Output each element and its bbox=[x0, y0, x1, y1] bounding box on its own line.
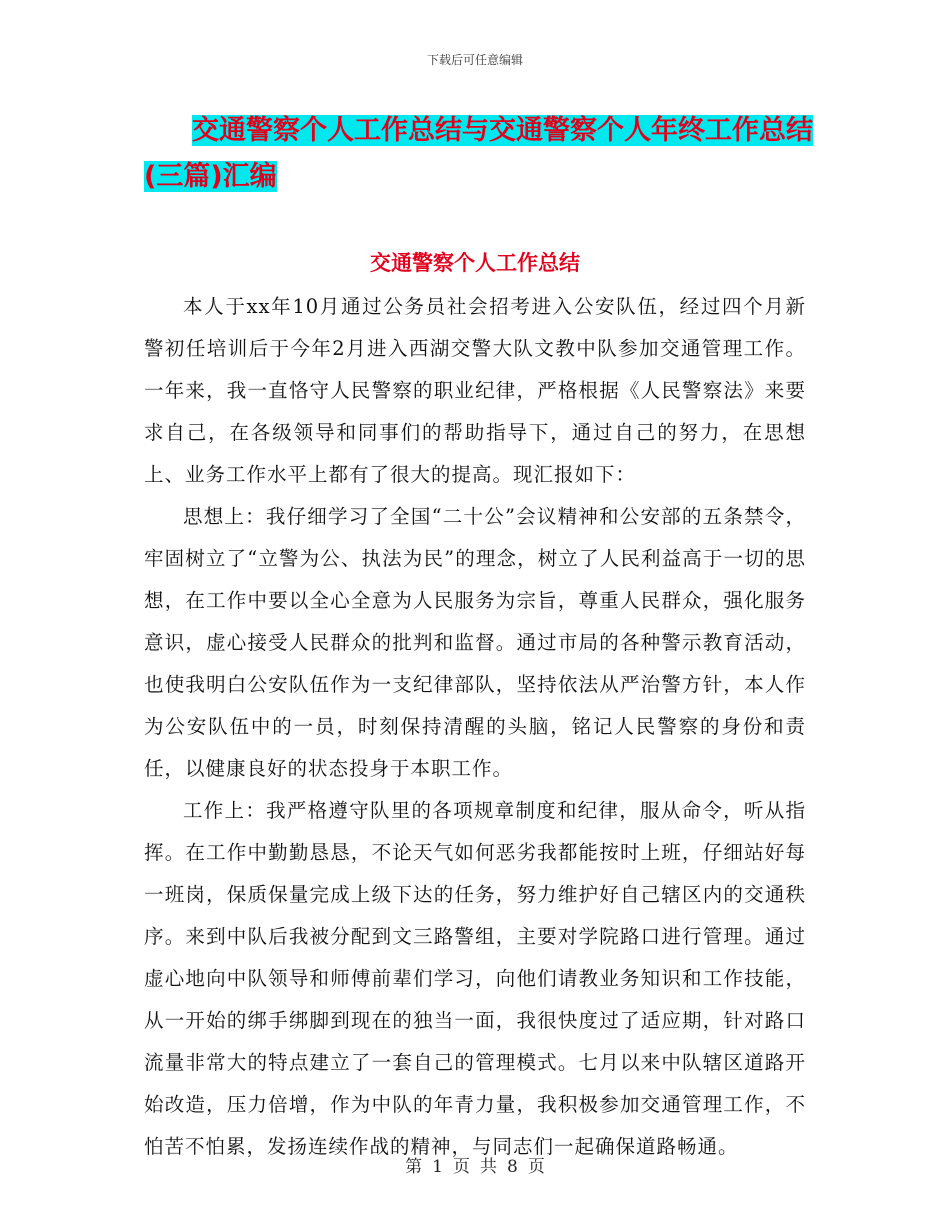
paragraph-work: 工作上：我严格遵守队里的各项规章制度和纪律，服从命令，听从指挥。在工作中勤勤恳恳，不论天气如何恶劣我都能按时上班，仔细站好每一班岗，保质保量完成上级下达的任务，努力维护好自己辖区内的交通秩序。来到中队后我被分配到文三路警组，主要对学院路口进行管理。通过虚心地向中队领导和师傅前辈们学习，向他们请教业务知识和工作技能，从一开始的绑手绑脚到现在的独当一面，我很快度过了适应期，针对路口流量非常大的特点建立了一套自己的管理模式。七月以来中队辖区道路开始改造，压力倍增，作为中队的年青力量，我积极参加交通管理工作，不怕苦不怕累，发扬连续作战的精神，与同志们一起确保道路畅通。 bbox=[144, 799, 806, 1158]
header-note: 下载后可任意编辑 bbox=[426, 53, 523, 67]
title-line-2-wrapper bbox=[144, 154, 834, 200]
footer-page-number: 1 bbox=[432, 1157, 443, 1177]
title-line-2: (三篇)汇编 bbox=[144, 161, 277, 192]
footer-total-label: 页 bbox=[527, 1157, 545, 1177]
footer-total-prefix: 共 bbox=[480, 1157, 497, 1177]
footer-page-label: 页 bbox=[453, 1157, 470, 1177]
title-line-1: 交通警察个人工作总结与交通警察个人年终工作总结 bbox=[192, 115, 813, 146]
body-text bbox=[144, 286, 806, 1168]
paragraph-intro: 本人于xx年10月通过公务员社会招考进入公安队伍，经过四个月新警初任培训后于今年2月进入西湖交警大队文教中队参加交通管理工作。一年来，我一直恪守人民警察的职业纪律，严格根据《人民警察法》来要求自己，在各级领导和同事们的帮助指导下，通过自己的努力，在思想上、业务工作水平上都有了很大的提高。现汇报如下： bbox=[144, 295, 806, 486]
footer-total-pages: 8 bbox=[507, 1157, 518, 1177]
paragraph-thought: 思想上：我仔细学习了全国“二十公”会议精神和公安部的五条禁令，牢固树立了“立警为公、执法为民”的理念，树立了人民利益高于一切的思想，在工作中要以全心全意为人民服务为宗旨，尊重人民群众，强化服务意识，虚心接受人民群众的批判和监督。通过市局的各种警示教育活动，也使我明白公安队伍作为一支纪律部队，坚持依法从严治警方针，本人作为公安队伍中的一员，时刻保持清醒的头脑，铭记人民警察的身份和责任，以健康良好的状态投身于本职工作。 bbox=[144, 505, 806, 780]
page-footer bbox=[0, 1156, 950, 1178]
title-line-1-wrapper bbox=[144, 108, 834, 154]
document-title bbox=[144, 108, 834, 200]
section-title: 交通警察个人工作总结 bbox=[370, 251, 580, 275]
footer-prefix: 第 bbox=[405, 1157, 423, 1177]
